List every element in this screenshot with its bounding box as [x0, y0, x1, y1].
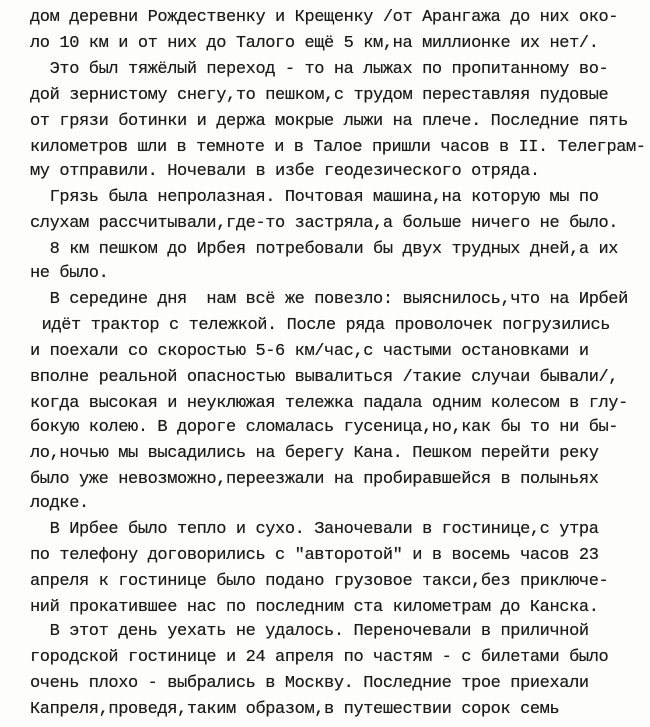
text-line: вполне реальной опасностью вывалиться /такие случаи бывали/,	[30, 368, 619, 387]
text-line: городской гостинице и 24 апреля по частям - с билетами было	[30, 648, 609, 667]
text-line: очень плохо - выбрались в Москву. Последние трое приехали	[30, 674, 589, 693]
text-line: В середине дня нам всё же повезло: выяснилось,что на Ирбей	[30, 290, 628, 309]
text-line: дом деревни Рождественку и Крещенку /от Арангажа до них око-	[30, 8, 619, 27]
text-line: му отправили. Ночевали в избе геодезического отряда.	[30, 162, 540, 181]
text-line: апреля к гостинице было подано грузовое такси,без приключе-	[30, 572, 609, 591]
text-line: бокую колею. В дороге сломалась гусеница,но,как бы то ни бы-	[30, 418, 619, 437]
text-line: не было.	[30, 264, 109, 283]
text-line: километров шли в темноте и в Талое пришли часов в II. Телеграм-	[30, 138, 646, 157]
text-line: идёт трактор с тележкой. После ряда проволочек погрузились	[22, 316, 611, 335]
text-line: В этот день уехать не удалось. Переночевали в приличной	[30, 622, 589, 641]
text-line: Капреля,проведя,таким образом,в путешествии сорок семь	[30, 700, 560, 719]
text-line: дой зернистому снегу,то пешком,с трудом переставляя пудовые	[30, 86, 609, 105]
text-line: и поехали со скоростью 5-6 км/час,с частыми остановками и	[30, 342, 589, 361]
text-line: от грязи ботинки и держа мокрые лыжи на плече. Последние пять	[30, 112, 628, 131]
text-line: по телефону договорились с "авторотой" и в восемь часов 23	[30, 546, 599, 565]
text-line: слухам рассчитывали,где-то застряла,а больше ничего не было.	[30, 214, 619, 233]
text-line: Это был тяжёлый переход - то на лыжах по пропитанному во-	[30, 60, 609, 79]
text-line: когда высокая и неуклюжая тележка падала одним колесом в глу-	[30, 394, 628, 413]
text-line: Грязь была непролазная. Почтовая машина,на которую мы по	[30, 188, 599, 207]
text-line: было уже невозможно,переезжали на пробиравшейся в полыньях	[30, 470, 599, 489]
text-line: В Ирбее было тепло и сухо. Заночевали в гостинице,с утра	[30, 520, 599, 539]
text-line: 8 км пешком до Ирбея потребовали бы двух трудных дней,а их	[30, 240, 619, 259]
text-line: ний прокатившее нас по последним ста километрам до Канска.	[30, 598, 599, 617]
text-line: лодке.	[30, 494, 89, 513]
text-line: ло,ночью мы высадились на берегу Кана. Пешком перейти реку	[30, 444, 599, 463]
text-line: ло 10 км и от них до Талого ещё 5 км,на миллионке их нет/.	[30, 34, 599, 53]
